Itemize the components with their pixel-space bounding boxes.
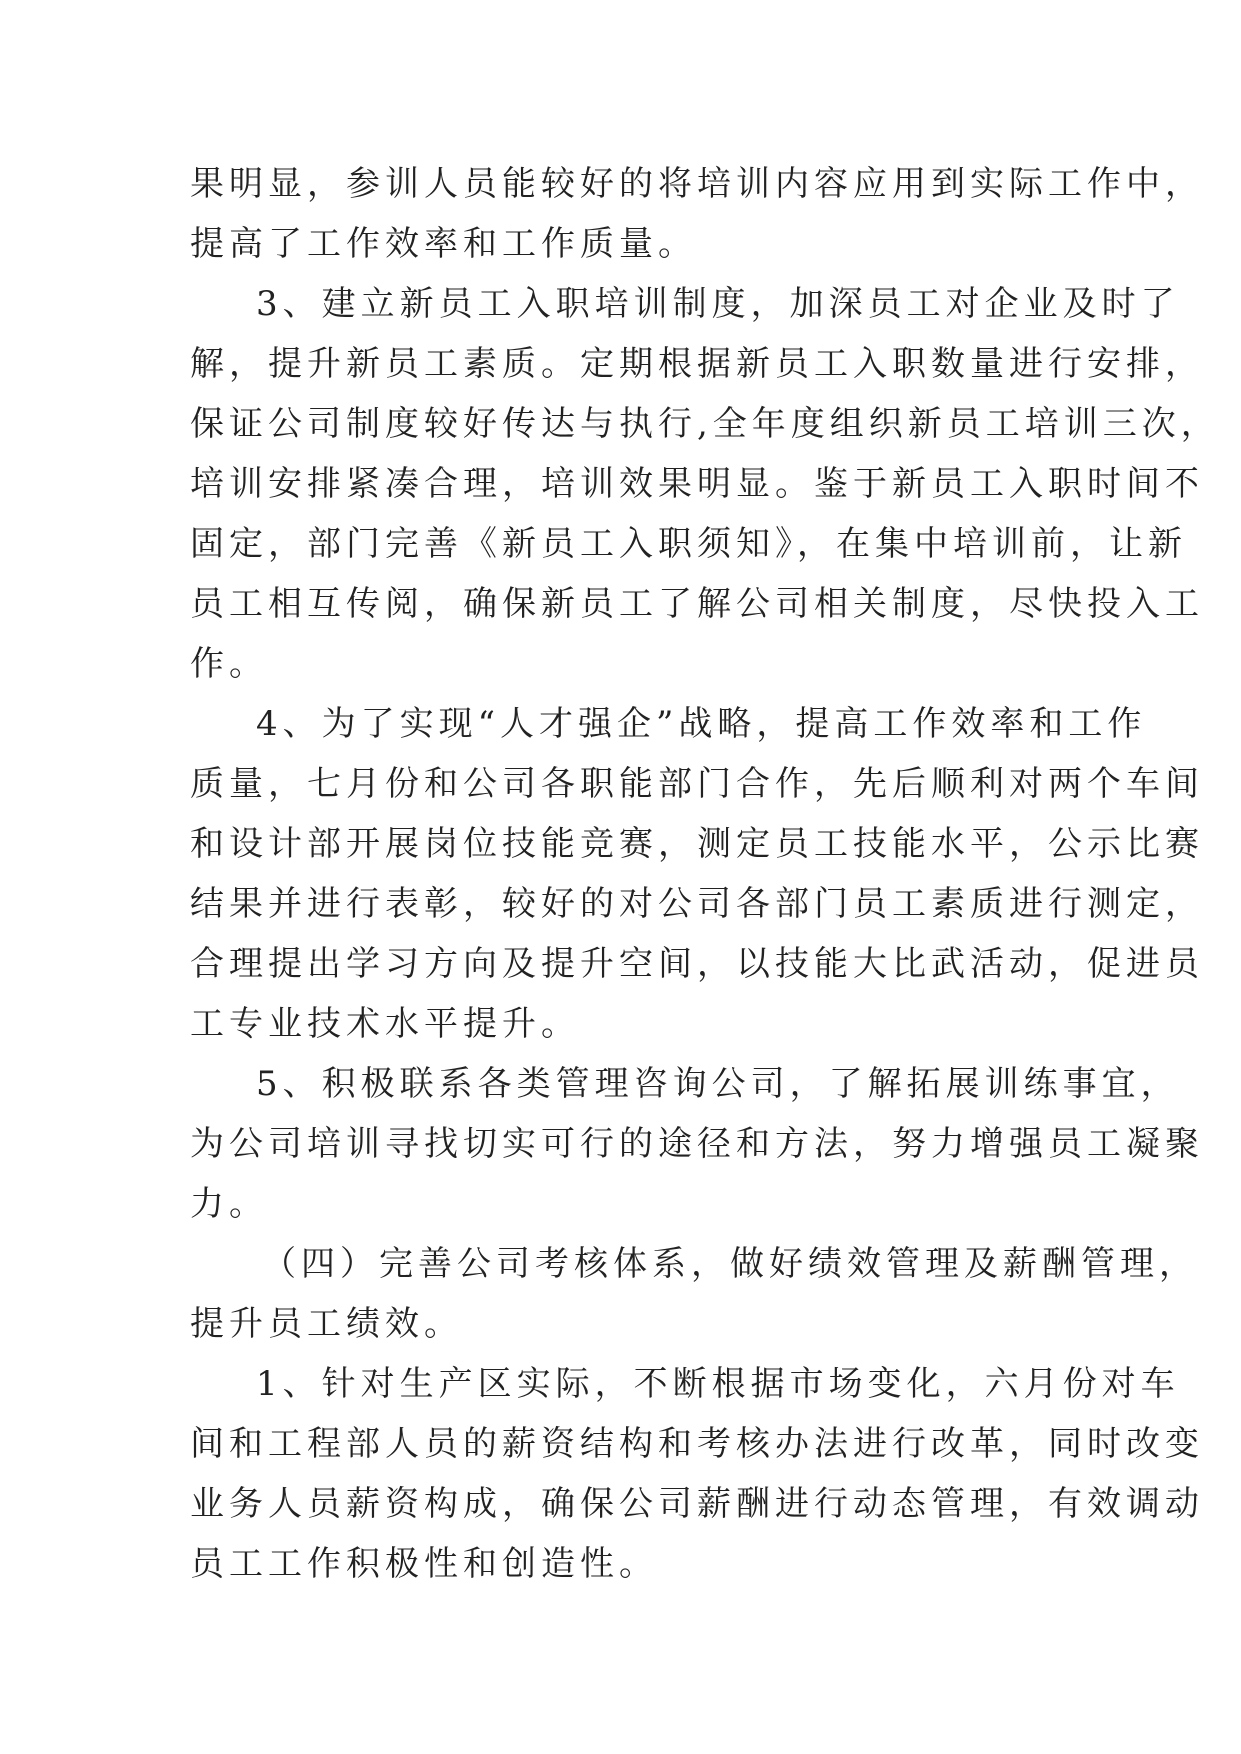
paragraph-line: 为公司培训寻找切实可行的途径和方法，努力增强员工凝聚 (190, 1124, 1204, 1164)
paragraph-line: 质量，七月份和公司各职能部门合作，先后顺利对两个车间 (190, 764, 1204, 804)
paragraph-line: 提高了工作效率和工作质量。 (190, 224, 697, 264)
paragraph-line: 果明显，参训人员能较好的将培训内容应用到实际工作中， (190, 164, 1204, 204)
paragraph-line: 和设计部开展岗位技能竞赛，测定员工技能水平，公示比赛 (190, 824, 1204, 864)
paragraph-line: 保证公司制度较好传达与执行,全年度组织新员工培训三次， (190, 404, 1220, 444)
paragraph-line: 员工工作积极性和创造性。 (190, 1544, 658, 1584)
paragraph-line: 间和工程部人员的薪资结构和考核办法进行改革，同时改变 (190, 1424, 1204, 1464)
paragraph-line: 力。 (190, 1184, 268, 1224)
paragraph-line: 5、积极联系各类管理咨询公司，了解拓展训练事宜， (256, 1064, 1180, 1104)
document-body (190, 154, 1220, 1594)
paragraph-line: 合理提出学习方向及提升空间，以技能大比武活动，促进员 (190, 944, 1204, 984)
section-heading-line: （四）完善公司考核体系，做好绩效管理及薪酬管理， (262, 1244, 1198, 1284)
paragraph-line: 1、针对生产区实际，不断根据市场变化，六月份对车 (256, 1364, 1180, 1404)
paragraph-line: 解，提升新员工素质。定期根据新员工入职数量进行安排， (190, 344, 1204, 384)
paragraph-line: 3、建立新员工入职培训制度，加深员工对企业及时了 (256, 284, 1180, 324)
section-heading-line: 提升员工绩效。 (190, 1304, 463, 1344)
paragraph-line: 固定，部门完善《新员工入职须知》，在集中培训前，让新 (190, 524, 1187, 564)
paragraph-line: 结果并进行表彰，较好的对公司各部门员工素质进行测定， (190, 884, 1204, 924)
paragraph-line: 员工相互传阅，确保新员工了解公司相关制度，尽快投入工 (190, 584, 1204, 624)
paragraph-line: 培训安排紧凑合理，培训效果明显。鉴于新员工入职时间不 (190, 464, 1204, 504)
paragraph-line: 业务人员薪资构成，确保公司薪酬进行动态管理，有效调动 (190, 1484, 1204, 1524)
paragraph-line: 作。 (190, 644, 268, 684)
paragraph-line: 工专业技术水平提升。 (190, 1004, 580, 1044)
paragraph-line: 4、为了实现“人才强企”战略，提高工作效率和工作 (256, 704, 1147, 744)
